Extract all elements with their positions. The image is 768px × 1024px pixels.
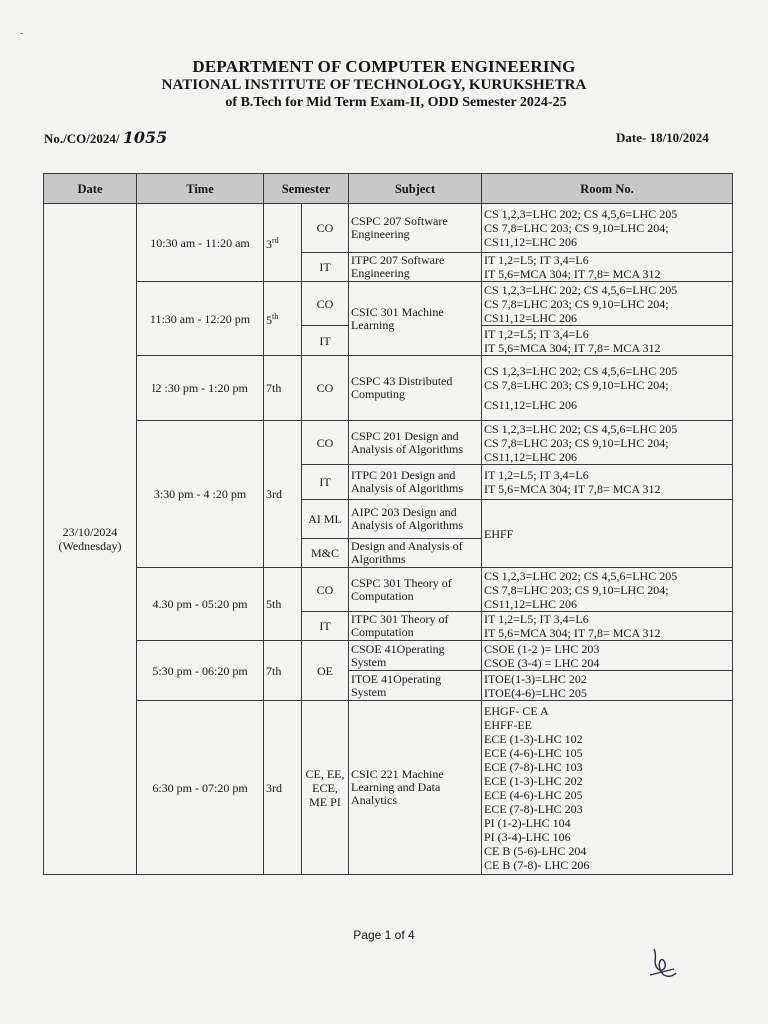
- reference-prefix: No./CO/2024/: [44, 131, 120, 146]
- slot-semester: 7th: [264, 641, 302, 701]
- column-header-time: Time: [137, 174, 264, 204]
- room-line: CSOE (1-2 )= LHC 203: [484, 641, 600, 656]
- room-line: IT 5,6=MCA 304; IT 7,8= MCA 312: [484, 482, 661, 496]
- room-list: [482, 326, 733, 356]
- branch: CO: [302, 356, 349, 421]
- issue-date: Date- 18/10/2024: [616, 130, 709, 145]
- room-list: [482, 671, 733, 701]
- room-line: EHGF- CE A: [484, 703, 549, 718]
- slot-semester: 3rd: [264, 421, 302, 568]
- room-line: IT 1,2=L5; IT 3,4=L6: [484, 253, 589, 267]
- scan-mark: -: [20, 28, 24, 39]
- room-list: [482, 465, 733, 500]
- room-line: ITOE(4-6)=LHC 205: [484, 685, 587, 700]
- subject: AIPC 203 Design and Analysis of Algorithms: [349, 500, 482, 539]
- table-row: [44, 568, 733, 612]
- slot-time: 4.30 pm - 05:20 pm: [137, 568, 264, 641]
- room-line: IT 5,6=MCA 304; IT 7,8= MCA 312: [484, 340, 661, 355]
- slot-time: 3:30 pm - 4 :20 pm: [137, 421, 264, 568]
- room-line: CE B (7-8)- LHC 206: [484, 857, 590, 872]
- subject: CSPC 207 Software Engineering: [349, 204, 482, 253]
- subject: ITPC 201 Design and Analysis of Algorithms: [349, 465, 482, 500]
- semester-number: 5: [266, 313, 272, 327]
- room-line: ECE (4-6)-LHC 205: [484, 787, 583, 802]
- subject: CSOE 41Operating System: [349, 641, 482, 671]
- subject: CSIC 301 Machine Learning: [349, 282, 482, 356]
- room-line: CS 7,8=LHC 203; CS 9,10=LHC 204;: [484, 435, 669, 450]
- subject: ITPC 301 Theory of Computation: [349, 612, 482, 641]
- room-line: IT 1,2=L5; IT 3,4=L6: [484, 612, 589, 626]
- room-line: CS 1,2,3=LHC 202; CS 4,5,6=LHC 205: [484, 568, 678, 583]
- semester-number: 3: [266, 237, 272, 251]
- subject: CSPC 43 Distributed Computing: [349, 356, 482, 421]
- exam-day-cell: [44, 204, 137, 875]
- room-list: [482, 568, 733, 612]
- slot-time: 6:30 pm - 07:20 pm: [137, 701, 264, 875]
- exam-weekday: (Wednesday): [58, 539, 122, 553]
- branch: CO: [302, 568, 349, 612]
- column-header-date: Date: [44, 174, 137, 204]
- branch: CO: [302, 204, 349, 253]
- branch: CO: [302, 282, 349, 326]
- room-line: CS11,12=LHC 206: [484, 449, 577, 464]
- room-line: IT 1,2=L5; IT 3,4=L6: [484, 468, 589, 482]
- table-row: [44, 282, 733, 326]
- table-row: [44, 641, 733, 671]
- room-line: ECE (7-8)-LHC 203: [484, 801, 583, 816]
- room-line: CS 7,8=LHC 203; CS 9,10=LHC 204;: [484, 221, 669, 235]
- room-line: IT 5,6=MCA 304; IT 7,8= MCA 312: [484, 267, 661, 281]
- room-list: [482, 500, 733, 568]
- room-line: CS11,12=LHC 206: [484, 398, 577, 412]
- slot-time: 10:30 am - 11:20 am: [137, 204, 264, 282]
- room-line: EHFF-EE: [484, 717, 532, 732]
- exam-title: of B.Tech for Mid Term Exam-II, ODD Semester 2024-25: [225, 95, 567, 110]
- room-line: CS 7,8=LHC 203; CS 9,10=LHC 204;: [484, 296, 669, 311]
- reference-handwritten-number: 1055: [122, 128, 168, 147]
- subject: Design and Analysis of Algorithms: [349, 539, 482, 568]
- room-list: [482, 204, 733, 253]
- room-list: [482, 356, 733, 421]
- table-row: [44, 204, 733, 253]
- room-list: [482, 701, 733, 875]
- branch: IT: [302, 326, 349, 356]
- branch: M&C: [302, 539, 349, 568]
- room-line: CS11,12=LHC 206: [484, 310, 577, 325]
- slot-semester: 3rd: [264, 701, 302, 875]
- page-number: Page 1 of 4: [353, 928, 415, 942]
- branch: IT: [302, 465, 349, 500]
- table-header-row: [44, 174, 733, 204]
- exam-schedule-table: [43, 173, 733, 875]
- institute-name: NATIONAL INSTITUTE OF TECHNOLOGY, KURUKSHETRA: [161, 77, 587, 93]
- column-header-room: Room No.: [482, 174, 733, 204]
- branch: AI ML: [302, 500, 349, 539]
- room-line: CSOE (3-4) = LHC 204: [484, 655, 600, 670]
- subject: ITOE 41Operating System: [349, 671, 482, 701]
- room-line: IT 5,6=MCA 304; IT 7,8= MCA 312: [484, 626, 661, 640]
- signature-mark: [644, 943, 684, 983]
- branch: OE: [302, 641, 349, 701]
- subject: ITPC 207 Software Engineering: [349, 253, 482, 282]
- slot-semester: 7th: [264, 356, 302, 421]
- room-list: [482, 253, 733, 282]
- branch: IT: [302, 253, 349, 282]
- room-line: CS 7,8=LHC 203; CS 9,10=LHC 204;: [484, 378, 669, 392]
- room-list: [482, 641, 733, 671]
- semester-suffix: rd: [272, 236, 279, 245]
- subject: CSPC 201 Design and Analysis of Algorithms: [349, 421, 482, 465]
- room-list: [482, 421, 733, 465]
- slot-semester: [264, 282, 302, 356]
- room-line: ITOE(1-3)=LHC 202: [484, 671, 587, 686]
- branch: IT: [302, 612, 349, 641]
- slot-semester: 5th: [264, 568, 302, 641]
- room-line: EHFF: [484, 526, 514, 541]
- slot-semester: [264, 204, 302, 282]
- department-title: DEPARTMENT OF COMPUTER ENGINEERING: [192, 57, 576, 76]
- room-line: CS 1,2,3=LHC 202; CS 4,5,6=LHC 205: [484, 207, 678, 221]
- table-row: [44, 356, 733, 421]
- column-header-subject: Subject: [349, 174, 482, 204]
- subject: CSPC 301 Theory of Computation: [349, 568, 482, 612]
- room-line: PI (3-4)-LHC 106: [484, 829, 571, 844]
- column-header-semester: Semester: [264, 174, 349, 204]
- subject: CSIC 221 Machine Learning and Data Analytics: [349, 701, 482, 875]
- semester-suffix: th: [272, 312, 279, 321]
- room-line: CS 1,2,3=LHC 202; CS 4,5,6=LHC 205: [484, 421, 678, 436]
- room-line: ECE (1-3)-LHC 102: [484, 731, 583, 746]
- branch: CE, EE, ECE, ME PI: [302, 701, 349, 875]
- room-line: CS 1,2,3=LHC 202; CS 4,5,6=LHC 205: [484, 364, 678, 378]
- room-line: PI (1-2)-LHC 104: [484, 815, 571, 830]
- room-line: CS11,12=LHC 206: [484, 596, 577, 611]
- room-line: CS11,12=LHC 206: [484, 235, 577, 249]
- room-list: [482, 282, 733, 326]
- room-line: CE B (5-6)-LHC 204: [484, 843, 587, 858]
- room-line: ECE (1-3)-LHC 202: [484, 773, 583, 788]
- exam-date: 23/10/2024: [62, 525, 118, 539]
- room-line: ECE (7-8)-LHC 103: [484, 759, 583, 774]
- table-row: [44, 421, 733, 465]
- slot-time: 5:30 pm - 06:20 pm: [137, 641, 264, 701]
- branch: CO: [302, 421, 349, 465]
- reference-number: [44, 128, 167, 147]
- room-line: ECE (4-6)-LHC 105: [484, 745, 583, 760]
- slot-time: 11:30 am - 12:20 pm: [137, 282, 264, 356]
- room-list: [482, 612, 733, 641]
- table-row: [44, 701, 733, 875]
- room-line: IT 1,2=L5; IT 3,4=L6: [484, 326, 589, 341]
- room-line: CS 1,2,3=LHC 202; CS 4,5,6=LHC 205: [484, 282, 678, 297]
- room-line: CS 7,8=LHC 203; CS 9,10=LHC 204;: [484, 582, 669, 597]
- slot-time: l2 :30 pm - 1:20 pm: [137, 356, 264, 421]
